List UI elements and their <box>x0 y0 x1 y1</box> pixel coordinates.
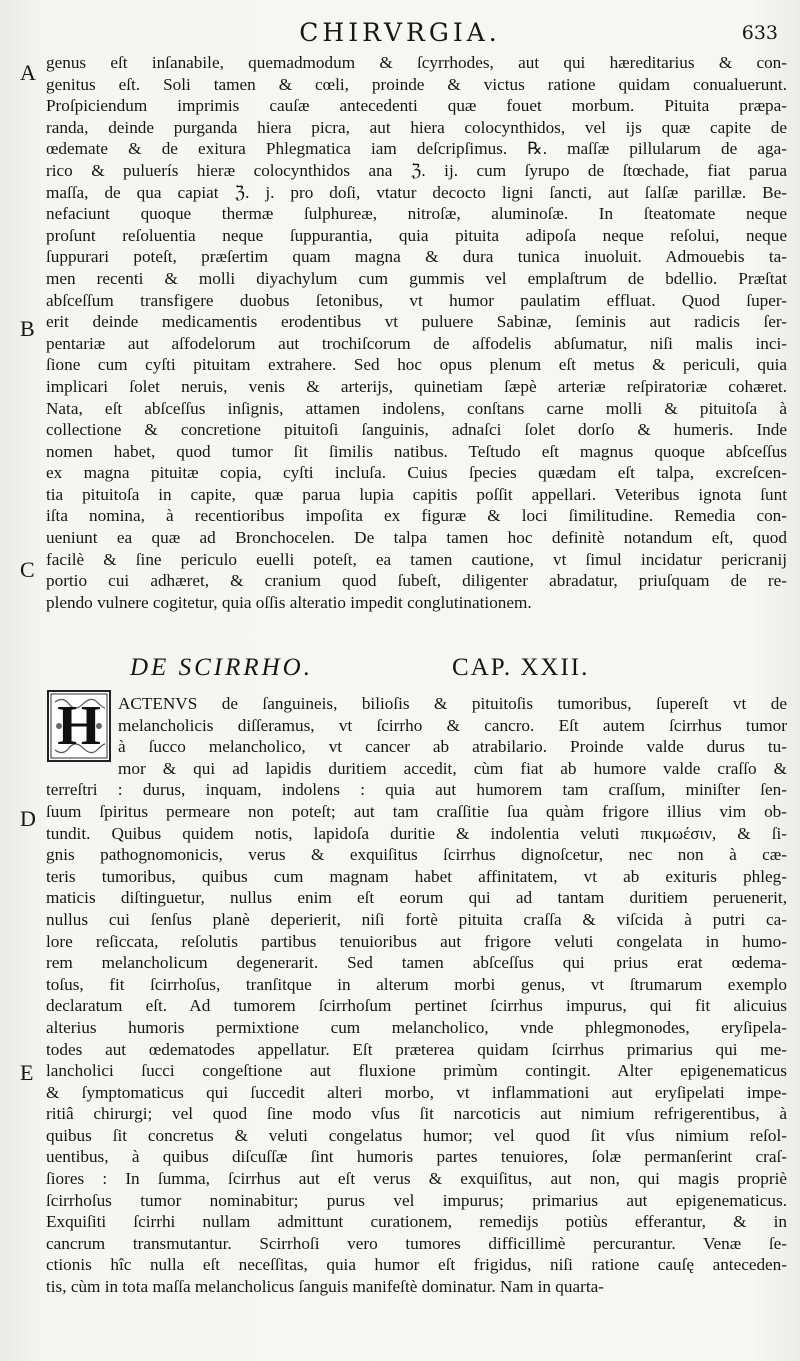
text-line: mor & qui ad lapidis duritiem accedit, cùm fiat ab humore valde craſſo & <box>118 758 787 778</box>
text-line: Proſpiciendum imprimis cauſæ antecedenti quæ fouet morbum. Pituita præpa- <box>46 96 787 116</box>
text-line: ritiâ chirurgi; vel quod ſine modo vſus ſit narcoticis aut nimium refrigerentibus, à <box>46 1104 787 1124</box>
text-line: tis, cùm in tota maſſa melancholicus ſanguis manifeſtè dominatur. Nam in quarta- <box>46 1277 604 1297</box>
text-line: nullus cui ſenſus planè deperierit, niſi fortè pituita craſſa & viſcida à putri ca- <box>46 909 787 929</box>
text-line: rico & puluerís hieræ colocynthidos ana ℨ. ij. cum ſyrupo de ſtœchade, fiat parua <box>46 160 787 180</box>
margin-letter-d: D <box>20 806 36 831</box>
initial-letter: H <box>57 695 101 757</box>
margin-letter-b: B <box>20 316 35 341</box>
text-line: ſuppurari poteſt, præſertim quam magna & dura tunica inuoluit. Admouebis ta- <box>46 247 787 267</box>
text-line: tia pituitoſa in capite, quæ parua lupia capitis poſſit appellari. Veteribus ignota ſunt <box>46 484 787 504</box>
text-line: quibus ſit concretus & veluti congelatus humor; vel quod ſit vſus nimium reſol- <box>46 1125 787 1145</box>
text-line: tundit. Quibus quidem notis, lapidoſa duritie & indolentia veluti πικμωέσιν, & ſi- <box>46 823 787 843</box>
text-line: œdemate & de exitura Phlegmatica iam deſcripſimus. ℞. maſſæ pillularum de aga- <box>46 139 787 159</box>
chapter-number: CAP. XXII. <box>452 654 590 681</box>
text-line: ſione cum cyſti pituitam extrahere. Sed hoc opus plenum eſt metus & periculi, quia <box>46 355 787 375</box>
text-line: randa, deinde purganda hiera picra, aut hiera colocynthidos, vel ijs quæ capite de <box>46 117 787 137</box>
section-1-text <box>46 52 787 613</box>
text-line: maſſa, de qua capiat ℨ. j. pro doſi, vtatur decocto ligni ſancti, aut ſalſæ parillæ. Be- <box>46 182 787 202</box>
text-line: nomen habet, quod tumor ſit ſimilis natibus. Teſtudo eſt magnus quoque abſceſſus <box>46 441 787 461</box>
running-head <box>0 12 800 46</box>
text-line: Exquiſiti ſcirrhi nullam admittunt curationem, remedijs potiùs efferantur, & in <box>46 1212 787 1232</box>
text-line: lancholici ſucci congeſtione aut fluxione primùm contingit. Alter epigenematicus <box>46 1061 787 1081</box>
text-line: ctionis hîc nulla eſt neceſſitas, quia humor eſt frigidus, niſi ratione cauſę anteceden- <box>46 1255 787 1275</box>
text-line: men recenti & molli diyachylum cum gummis vel emplaſtrum de bdellio. Præſtat <box>46 268 787 288</box>
text-line: alterius humoris permixtione cum melancholico, vnde phlegmonodes, eryſipela- <box>46 1017 787 1037</box>
chapter-title: DE SCIRRHO. <box>130 654 313 681</box>
text-line: iſta nomina, à recentioribus impoſita ex figuræ & loci ſimilitudine. Remedia con- <box>46 506 787 526</box>
text-line: erit deinde medicamentis erodentibus vt puluere Sabinæ, ſeminis aut radicis ſer- <box>46 312 787 332</box>
section-2-text <box>46 693 787 1298</box>
text-line: ACTENVS de ſanguineis, bilioſis & pituitoſis tumoribus, ſupereſt vt de <box>118 694 787 713</box>
text-line: abſceſſum transfigere duobus ſetonibus, vt humor paulatim effluat. Quod ſuper- <box>46 290 787 310</box>
running-title: CHIRVRGIA. <box>299 18 501 47</box>
text-line: uentibus, à quibus diſcuſſæ ſint humoris partes tenuiores, ſolæ permanſerint craſ- <box>46 1147 787 1167</box>
text-line: proſunt reſoluentia neque ſuppurantia, quia pituita adipoſa neque reſolui, neque <box>46 225 787 245</box>
text-line: & ſymptomaticus qui ſuccedit alteri morbo, vt inflammationi aut eryſipelati impe- <box>46 1082 787 1102</box>
text-line: portio cui adhæret, & cranium quod ſubeſt, diligenter abradatur, priuſquam de re- <box>46 571 787 591</box>
text-line: facilè & ſine periculo euelli poteſt, ea tamen cautione, vt ſimul incidatur pericranij <box>46 549 787 569</box>
text-line: à ſucco melancholico, vt cancer ab atrabilario. Proinde valde durus tu- <box>118 737 787 757</box>
text-line: cancrum transmutantur. Scirrhoſi vero tumores difficillimè percurantur. Venæ ſe- <box>46 1233 787 1253</box>
text-line: lore reſiccata, reſolutis partibus tenuioribus aut frigore veluti congelata in humo- <box>46 931 787 951</box>
text-line: ſuum ſpiritus permeare non poteſt; aut tam craſſitie ſua quàm frigore illius vim ob- <box>46 801 787 821</box>
text-line: declaratum eſt. Ad tumorem ſcirrhoſum pertinet ſcirrhus impurus, qui fit alicuius <box>46 996 787 1016</box>
text-line: Nata, eſt abſceſſus inſignis, attamen indolens, conſtans carne molli & pituitoſa à <box>46 398 787 418</box>
margin-letter-c: C <box>20 557 35 582</box>
text-line: melancholicis diſſeramus, vt ſcirrho & cancro. Eſt autem ſcirrhus tumor <box>118 715 787 735</box>
text-line: toſus, fit ſcirrhoſus, tranſitque in alterum morbi genus, vt ſtrumarum exemplo <box>46 974 787 994</box>
chapter-heading <box>130 654 770 684</box>
text-line: implicari ſolet neruis, venis & arterijs, quinetiam ſæpè arteriæ reſpiratoriæ cohæret. <box>46 376 787 396</box>
margin-letter-a: A <box>20 60 36 85</box>
text-line: ex magna pituitæ copia, cyſti incluſa. Cuius ſpecies quædam eſt talpa, excreſcen- <box>46 463 787 483</box>
text-line: pentariæ aut aſfodelorum aut trochiſcorum de aſfodelis abſumatur, niſi malis inci- <box>46 333 787 353</box>
text-line: maticis diſtinguetur, nullus enim eſt eorum qui ad tantam duritiem peruenerit, <box>46 888 787 908</box>
margin-letter-e: E <box>20 1060 34 1085</box>
text-line: teris tumoribus, quibus cum magnam habet affinitatem, vt ab exituris phleg- <box>46 866 787 886</box>
text-line: gnis pathognomonicis, verus & exquiſitus ſcirrhus dignoſcetur, nec non à cæ- <box>46 845 787 865</box>
text-line: collectione & concretione pituitoſi ſanguinis, adnaſci ſolet dorſo & humeris. Inde <box>46 420 787 440</box>
text-line: ſcirrhoſus tumor nominabitur; purus vel impurus; primarius aut epigenematicus. <box>46 1190 787 1210</box>
text-line: ſiores : In ſumma, ſcirrhus aut eſt verus & exquiſitus, aut non, qui magis propriè <box>46 1169 787 1189</box>
text-line: rem melancholicum degenerarit. Sed tamen abſceſſus qui prius erat œdema- <box>46 953 787 973</box>
page-number: 633 <box>741 22 778 44</box>
text-line: terreſtri : durus, inquam, indolens : quia aut humorem tam craſſum, miniſter ſen- <box>46 780 787 800</box>
text-line: nefaciunt quoque thermæ ſulphureæ, nitroſæ, aluminoſæ. In ſteatomate neque <box>46 204 787 224</box>
text-line: genitus eſt. Soli tamen & cœli, proinde & victus ratione quidam conualuerunt. <box>46 74 787 94</box>
text-line: ueniunt ea quæ ad Bronchocelen. De talpa tamen hoc definitè notandum eſt, quod <box>46 528 787 548</box>
text-line: genus eſt inſanabile, quemadmodum & ſcyrrhodes, aut qui hæreditarius & con- <box>46 53 787 72</box>
text-line: todes aut œdematodes appellatur. Eſt præterea quidam ſcirrhus primarius qui me- <box>46 1039 787 1059</box>
text-line: plendo vulnere cogitetur, quia oſſis alteratio impedit conglutinationem. <box>46 592 532 612</box>
